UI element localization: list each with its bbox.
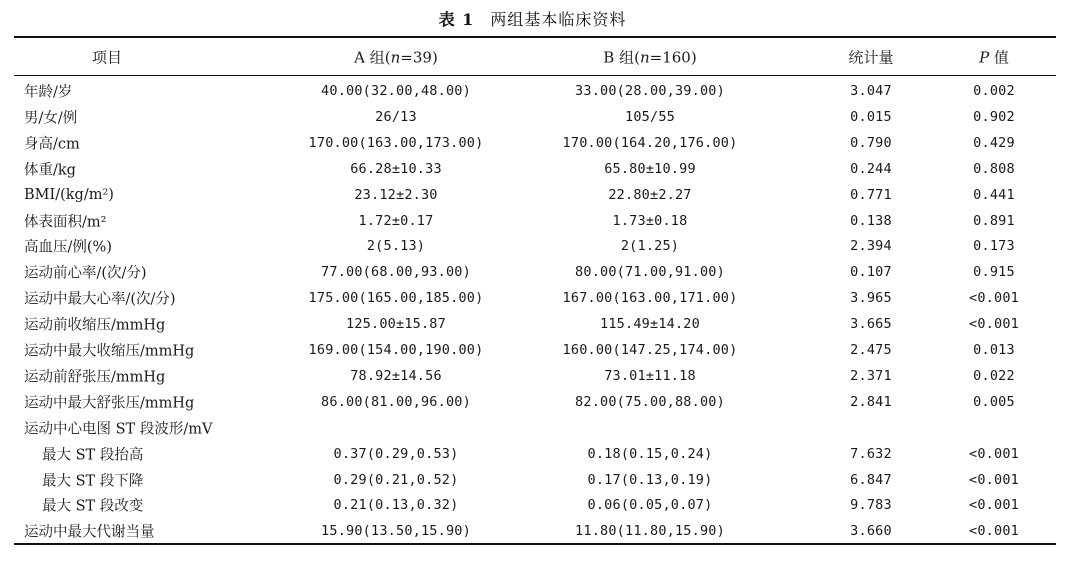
header-group-b-suffix: =160) (649, 48, 697, 67)
header-p-letter: P (979, 48, 990, 67)
header-group-a (296, 47, 496, 68)
table-row (14, 441, 1056, 467)
row-stat: 2.394 (850, 238, 892, 255)
row-p-value: 0.429 (973, 134, 1015, 151)
row-p-value: 0.902 (973, 108, 1015, 125)
row-item: 最大 ST 段下降 (42, 473, 144, 489)
row-p-value: <0.001 (969, 471, 1019, 488)
row-stat: 2.841 (850, 393, 892, 410)
row-item: 运动前舒张压/mmHg (24, 369, 166, 386)
row-p-value: 0.808 (973, 160, 1015, 177)
row-stat: 2.371 (850, 367, 892, 384)
row-group-a: 26/13 (375, 108, 417, 125)
row-p-value: <0.001 (969, 290, 1019, 307)
row-item: 身高/cm (24, 136, 80, 153)
row-group-b: 167.00(163.00,171.00) (562, 290, 738, 307)
table-row (14, 467, 1056, 493)
row-item: 运动前心率/(次/分) (24, 265, 147, 282)
row-p-value: 0.005 (973, 393, 1015, 410)
row-p-value: <0.001 (969, 523, 1019, 540)
row-p-value: 0.002 (973, 83, 1015, 99)
row-group-b: 170.00(164.20,176.00) (562, 134, 738, 151)
header-group-a-suffix: =39) (400, 48, 438, 67)
row-group-b: 65.80±10.99 (604, 160, 696, 177)
row-group-a: 175.00(165.00,185.00) (308, 290, 484, 307)
row-p-value: 0.022 (973, 367, 1015, 384)
row-group-a: 0.29(0.21,0.52) (333, 471, 459, 488)
row-stat: 9.783 (850, 497, 892, 514)
row-group-b: 115.49±14.20 (600, 316, 700, 333)
table-row (14, 208, 1056, 234)
table-row (14, 130, 1056, 156)
row-group-a: 77.00(68.00,93.00) (321, 264, 471, 281)
row-group-a: 15.90(13.50,15.90) (321, 523, 471, 540)
row-item: 高血压/例(%) (24, 239, 112, 256)
row-item: 运动中最大舒张压/mmHg (24, 395, 195, 412)
top-rule (14, 36, 1056, 38)
table-row (14, 259, 1056, 285)
row-group-a: 1.72±0.17 (358, 212, 434, 229)
row-p-value: <0.001 (969, 316, 1019, 333)
row-item: 运动中最大心率/(次/分) (24, 291, 176, 308)
header-group-b (545, 47, 755, 68)
table-row (14, 492, 1056, 518)
table-row (14, 182, 1056, 208)
row-stat: 3.965 (850, 290, 892, 307)
row-item: 运动中最大代谢当量 (24, 524, 155, 541)
row-group-b: 82.00(75.00,88.00) (575, 393, 725, 410)
row-item: 运动中最大收缩压/mmHg (24, 343, 195, 360)
row-stat: 0.244 (850, 160, 892, 177)
table-row (14, 311, 1056, 337)
row-p-value: <0.001 (969, 497, 1019, 514)
header-group-b-n: n (639, 48, 650, 67)
table-row (14, 233, 1056, 259)
row-group-a: 125.00±15.87 (346, 316, 446, 333)
table-row (14, 337, 1056, 363)
row-p-value: 0.173 (973, 238, 1015, 255)
header-group-a-prefix: A 组( (354, 48, 391, 67)
row-group-b: 80.00(71.00,91.00) (575, 264, 725, 281)
row-p-value: 0.441 (973, 186, 1015, 203)
header-rule (14, 75, 1056, 76)
table-row (14, 156, 1056, 182)
row-stat: 0.015 (850, 108, 892, 125)
row-group-a: 0.21(0.13,0.32) (333, 497, 459, 514)
row-item: 年龄/岁 (24, 84, 73, 101)
row-p-value: 0.915 (973, 264, 1015, 281)
row-stat: 3.660 (850, 523, 892, 540)
row-stat: 7.632 (850, 445, 892, 462)
row-item: 最大 ST 段抬高 (42, 447, 144, 464)
row-stat: 6.847 (850, 471, 892, 488)
row-group-b: 33.00(28.00,39.00) (575, 83, 725, 99)
row-item: 运动前收缩压/mmHg (24, 317, 166, 334)
row-stat: 3.665 (850, 316, 892, 333)
table-row (14, 415, 1056, 441)
row-stat: 2.475 (850, 342, 892, 358)
row-item: 运动中心电图 ST 段波形/mV (24, 421, 213, 438)
row-item: 体重/kg (24, 162, 76, 179)
row-item: 最大 ST 段改变 (42, 498, 144, 515)
bottom-rule (14, 543, 1056, 545)
row-group-a: 78.92±14.56 (350, 367, 442, 384)
row-group-a: 169.00(154.00,190.00) (308, 342, 484, 358)
row-group-a: 2(5.13) (366, 238, 426, 255)
row-p-value: <0.001 (969, 445, 1019, 462)
row-group-b: 73.01±11.18 (604, 367, 696, 384)
header-group-a-n: n (390, 48, 401, 67)
row-group-b: 160.00(147.25,174.00) (562, 342, 738, 358)
row-p-value: 0.013 (973, 342, 1015, 358)
row-group-a: 86.00(81.00,96.00) (321, 393, 471, 410)
row-group-a: 0.37(0.29,0.53) (333, 445, 459, 462)
row-item: 体表面积/m² (24, 214, 107, 230)
header-p-suffix: 值 (989, 48, 1009, 67)
table-row (14, 78, 1056, 104)
table-row (14, 389, 1056, 415)
row-stat: 0.138 (850, 212, 892, 229)
row-group-b: 1.73±0.18 (612, 212, 688, 229)
row-group-b: 0.18(0.15,0.24) (587, 445, 713, 462)
row-item: BMI/(kg/m²) (24, 186, 114, 203)
header-p (934, 47, 1054, 68)
row-stat: 0.790 (850, 134, 892, 151)
row-group-a: 40.00(32.00,48.00) (321, 83, 471, 99)
row-group-b: 0.17(0.13,0.19) (587, 471, 713, 488)
row-group-a: 66.28±10.33 (350, 160, 442, 177)
table-row (14, 518, 1056, 544)
table-label: 表 1 (438, 10, 475, 29)
row-p-value: 0.891 (973, 212, 1015, 229)
row-group-b: 0.06(0.05,0.07) (587, 497, 713, 514)
table-row (14, 285, 1056, 311)
row-stat: 3.047 (850, 83, 892, 99)
table-row (14, 363, 1056, 389)
row-group-b: 105/55 (625, 108, 675, 125)
row-group-b: 2(1.25) (620, 238, 680, 255)
row-group-b: 11.80(11.80,15.90) (575, 523, 725, 540)
header-item: 项目 (92, 48, 123, 67)
row-group-a: 170.00(163.00,173.00) (308, 134, 484, 151)
row-stat: 0.107 (850, 264, 892, 281)
header-stat: 统计量 (848, 48, 894, 67)
header-group-b-prefix: B 组( (603, 48, 640, 67)
row-group-a: 23.12±2.30 (354, 186, 438, 203)
table-header (14, 43, 1056, 71)
row-item: 男/女/例 (24, 110, 78, 127)
row-stat: 0.771 (850, 186, 892, 203)
table-row (14, 104, 1056, 130)
table-title: 两组基本临床资料 (490, 10, 627, 29)
row-group-b: 22.80±2.27 (608, 186, 692, 203)
table-caption (0, 7, 1065, 30)
